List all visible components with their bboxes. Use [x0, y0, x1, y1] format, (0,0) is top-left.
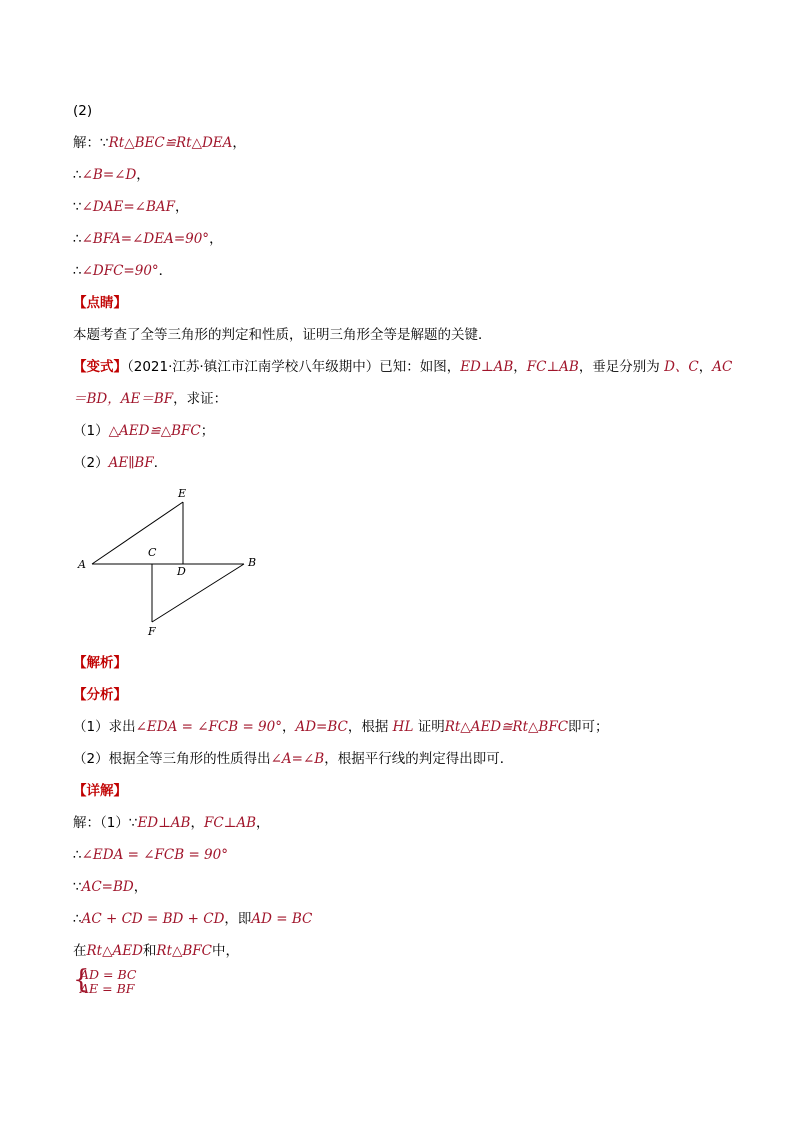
text: 证明	[413, 719, 445, 735]
xiangjie-heading	[73, 782, 127, 800]
text: ，	[281, 719, 296, 735]
question-2	[73, 454, 167, 472]
brace-symbol: {	[73, 965, 90, 995]
equation-row: AD = BC	[80, 967, 137, 982]
solution-line-3	[73, 198, 189, 216]
equation-system	[73, 965, 153, 997]
text: 和	[142, 943, 157, 959]
bianshi-line-1	[73, 358, 732, 376]
math-expression: HL	[392, 719, 414, 735]
math-expression: ED⊥AB	[460, 359, 514, 375]
text: 中，	[212, 943, 239, 959]
point-label-d: D	[177, 565, 186, 578]
xiangjie-line-1	[73, 814, 270, 832]
text: ∴	[73, 911, 82, 927]
math-expression: ∠DFC=90°	[81, 263, 159, 279]
solution-line-4	[73, 230, 223, 248]
text: ，	[232, 135, 246, 151]
math-expression: AC	[712, 359, 733, 375]
text: 解：∵	[73, 135, 109, 151]
section-label: 【解析】	[73, 655, 127, 671]
dianjing-text	[73, 326, 492, 344]
text: ∴	[73, 167, 82, 183]
text: ，垂足分别为	[578, 359, 665, 375]
text: ，	[190, 815, 204, 831]
math-expression: ∠EDA = ∠FCB = 90°	[81, 847, 228, 863]
text: 解：（1）∵	[73, 815, 138, 831]
solution-line-5	[73, 262, 172, 280]
text: ，	[175, 199, 189, 215]
point-label-f: F	[148, 625, 156, 638]
point-label-a: A	[78, 558, 86, 571]
xiangjie-line-3	[73, 878, 147, 896]
text: ．	[153, 455, 168, 471]
paragraph: 本题考查了全等三角形的判定和性质，证明三角形全等是解题的关键．	[73, 327, 492, 343]
text: ，	[133, 879, 148, 895]
point-label-b: B	[248, 556, 257, 569]
xiangjie-line-4	[73, 910, 312, 928]
math-expression: Rt△BFC	[156, 943, 212, 959]
math-expression: ∠BFA=∠DEA=90°	[81, 231, 210, 247]
math-expression: Rt△AED	[86, 943, 143, 959]
section-label: 【点睛】	[73, 295, 127, 311]
math-expression: Rt△AED≅Rt△BFC	[444, 719, 569, 735]
text: ∴	[73, 263, 82, 279]
equation-row: AE = BF	[80, 981, 135, 996]
text: ，	[256, 815, 270, 831]
math-expression: ∠A=∠B	[270, 751, 325, 767]
math-expression: D、C	[664, 359, 699, 375]
xiangjie-line-5	[73, 942, 239, 960]
math-expression: AD=BC	[295, 719, 348, 735]
math-expression: AE∥BF	[108, 455, 154, 471]
solution-line-1	[73, 134, 246, 152]
section-label: 【详解】	[73, 783, 127, 799]
math-expression: AC=BD	[81, 879, 134, 895]
text: （2）根据全等三角形的性质得出	[73, 751, 271, 767]
math-expression: AC + CD = BD + CD	[81, 911, 225, 927]
section-label: 【变式】	[73, 359, 127, 375]
math-expression: ∠DAE=∠BAF	[81, 199, 175, 215]
text: ，	[209, 231, 223, 247]
text: ，求证：	[173, 391, 228, 407]
xiangjie-line-2	[73, 846, 228, 864]
math-expression: FC⊥AB	[526, 359, 579, 375]
geometry-figure	[70, 480, 270, 640]
math-expression: FC⊥AB	[203, 815, 257, 831]
section-label: 【分析】	[73, 687, 127, 703]
text: ；	[200, 423, 215, 439]
text: （1）求出	[73, 719, 136, 735]
text: 在	[73, 943, 87, 959]
text: ，	[513, 359, 527, 375]
fenxi-line-1	[73, 718, 609, 736]
text: ，	[136, 167, 150, 183]
math-expression: Rt△BEC≌Rt△DEA	[108, 135, 233, 151]
text: ∴	[73, 847, 82, 863]
text: ，	[698, 359, 713, 375]
dianjing-heading	[73, 294, 127, 312]
text: （2021·江苏·镇江市江南学校八年级期中）已知：如图，	[127, 359, 461, 375]
solution-line-2	[73, 166, 150, 184]
point-label-e: E	[178, 487, 187, 500]
fenxi-heading	[73, 686, 127, 704]
bianshi-line-2	[73, 390, 227, 408]
text: 即可；	[568, 719, 609, 735]
segment-ae	[92, 502, 183, 564]
text: （1）	[73, 423, 109, 439]
jiexi-heading	[73, 654, 127, 672]
text: ，根据	[347, 719, 393, 735]
point-label-c: C	[148, 546, 157, 559]
text: ，根据平行线的判定得出即可．	[324, 751, 514, 767]
math-expression: ∠B=∠D	[81, 167, 137, 183]
text: ，即	[224, 911, 252, 927]
text: （2）	[73, 455, 109, 471]
math-expression: AD = BC	[251, 911, 313, 927]
math-expression: ＝BD，AE＝BF	[73, 391, 174, 407]
question-1	[73, 422, 214, 440]
part-number: (2)	[73, 103, 93, 119]
fenxi-line-2	[73, 750, 513, 768]
math-expression: △AED≌△BFC	[108, 423, 201, 439]
text: ∵	[73, 879, 82, 895]
text: ∵	[73, 199, 82, 215]
part-heading	[73, 102, 92, 120]
segment-fb	[152, 564, 244, 622]
text: ∴	[73, 231, 82, 247]
math-expression: ∠EDA = ∠FCB = 90°	[135, 719, 282, 735]
math-expression: ED⊥AB	[137, 815, 191, 831]
text: ．	[158, 263, 173, 279]
